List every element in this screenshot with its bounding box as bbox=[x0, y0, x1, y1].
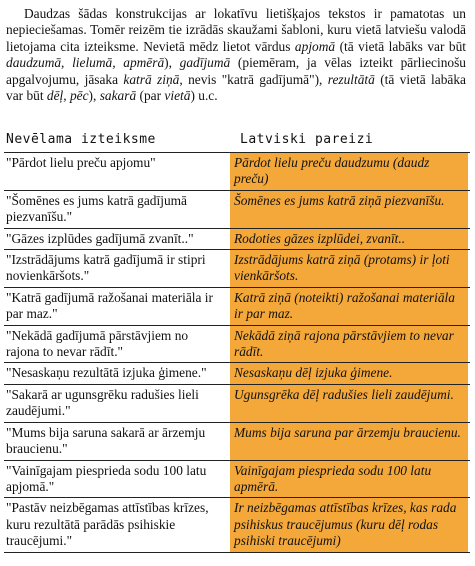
intro-text: (tā vietā labāks var būt bbox=[335, 38, 466, 54]
table-row bbox=[4, 152, 470, 190]
table-row bbox=[4, 228, 470, 249]
table-row bbox=[4, 249, 470, 287]
correct-cell: Katrā ziņā (noteikti) ražošanai materiāla ir par maz. bbox=[234, 289, 455, 322]
intro-text: (tā vietā labāka var būt bbox=[6, 71, 466, 104]
undesirable-cell: "Izstrādājums katrā gadījumā ir stipri novienkāršots." bbox=[6, 252, 206, 284]
table-row bbox=[4, 325, 470, 363]
table-row bbox=[4, 460, 470, 498]
table-row bbox=[4, 384, 470, 422]
comparison-table bbox=[4, 130, 470, 553]
correct-cell: Šomēnes es jums katrā ziņā piezvanīšu. bbox=[234, 192, 445, 208]
correct-cell: Mums bija saruna par ārzemju braucienu. bbox=[234, 424, 461, 440]
intro-text: (piemēram, ja vēlas izteikt pārliecinošu apgalvojumu, jāsaka bbox=[6, 55, 467, 87]
undesirable-cell: "Mums bija saruna sakarā ar ārzemju braucienu." bbox=[6, 424, 206, 457]
intro-paragraph bbox=[6, 6, 466, 104]
intro-term: sakarā bbox=[99, 88, 137, 104]
correct-cell: Pārdot lielu preču daudzumu (daudz preču) bbox=[234, 155, 430, 187]
undesirable-cell: "Katrā gadījumā ražošanai materiāla ir par maz." bbox=[6, 289, 213, 322]
correct-cell: Vainīgajam piesprieda sodu 100 latu apmērā. bbox=[234, 462, 432, 494]
intro-term: katrā ziņā bbox=[123, 71, 180, 87]
intro-term: gadījumā bbox=[179, 55, 231, 71]
correct-cell: Rodoties gāzes izplūdei, zvanīt.. bbox=[234, 230, 406, 246]
intro-term: vietā bbox=[164, 88, 191, 104]
intro-term: rezultātā bbox=[327, 71, 375, 87]
header-undesirable: Nevēlama izteiksme bbox=[6, 132, 156, 147]
table-row bbox=[4, 190, 470, 228]
intro-term: apjomā bbox=[294, 38, 336, 54]
undesirable-cell: "Gāzes izplūdes gadījumā zvanīt.." bbox=[6, 230, 194, 246]
correct-cell: Ugunsgrēka dēļ radušies lieli zaudējumi. bbox=[234, 386, 454, 402]
intro-term: daudzumā, lielumā, apmērā bbox=[6, 55, 165, 71]
intro-text: ), bbox=[88, 88, 100, 104]
table-row bbox=[4, 422, 470, 460]
correct-cell: Nekādā ziņā rajona pārstāvjiem to nevar rādīt. bbox=[234, 327, 454, 360]
intro-term: dēļ, pēc bbox=[46, 88, 89, 104]
intro-text: Daudzas šādas konstrukcijas ar lokatīvu lietišķajos tekstos ir pamatotas un nepieciešamas. Tomēr reizēm tie izrādās skaužami šabloni, kuru vietā latviešu valodā lietojama cita izteiksme. Nevietā mēdz lietot vārdus bbox=[6, 6, 466, 54]
table-row bbox=[4, 362, 470, 383]
intro-text: ) u.c. bbox=[190, 88, 218, 104]
header-correct: Latviski pareizi bbox=[240, 132, 374, 147]
undesirable-cell: "Sakarā ar ugunsgrēku radušies lieli zaudējumi." bbox=[6, 386, 199, 419]
correct-cell: Izstrādājums katrā ziņā (protams) ir ļoti vienkāršots. bbox=[234, 252, 450, 284]
undesirable-cell: "Nekādā gadījumā pārstāvjiem no rajona to nevar rādīt." bbox=[6, 327, 189, 360]
table-row bbox=[4, 497, 470, 552]
undesirable-cell: "Nesaskaņu rezultātā izjuka ģimene." bbox=[6, 365, 207, 381]
table-header bbox=[4, 130, 470, 152]
intro-text: , nevis "katrā gadījumā"), bbox=[179, 71, 328, 87]
correct-cell: Ir neizbēgamas attīstības krīzes, kas rada psihiskus traucējumus (kuru dēļ rodas psihiski traucējumi) bbox=[234, 500, 457, 549]
intro-text: ), bbox=[164, 55, 180, 71]
intro-text: (par bbox=[136, 88, 165, 104]
table-rows bbox=[4, 152, 470, 553]
table-row bbox=[4, 287, 470, 325]
undesirable-cell: "Vainīgajam piesprieda sodu 100 latu apjomā." bbox=[6, 462, 207, 494]
undesirable-cell: "Pārdot lielu preču apjomu" bbox=[6, 155, 156, 170]
undesirable-cell: "Šomēnes es jums katrā gadījumā piezvanīšu." bbox=[6, 192, 187, 225]
undesirable-cell: "Pastāv neizbēgamas attīstības krīzes, kuru rezultātā parādās psihiskie traucējumi." bbox=[6, 500, 209, 549]
correct-cell: Nesaskaņu dēļ izjuka ģimene. bbox=[234, 365, 393, 381]
